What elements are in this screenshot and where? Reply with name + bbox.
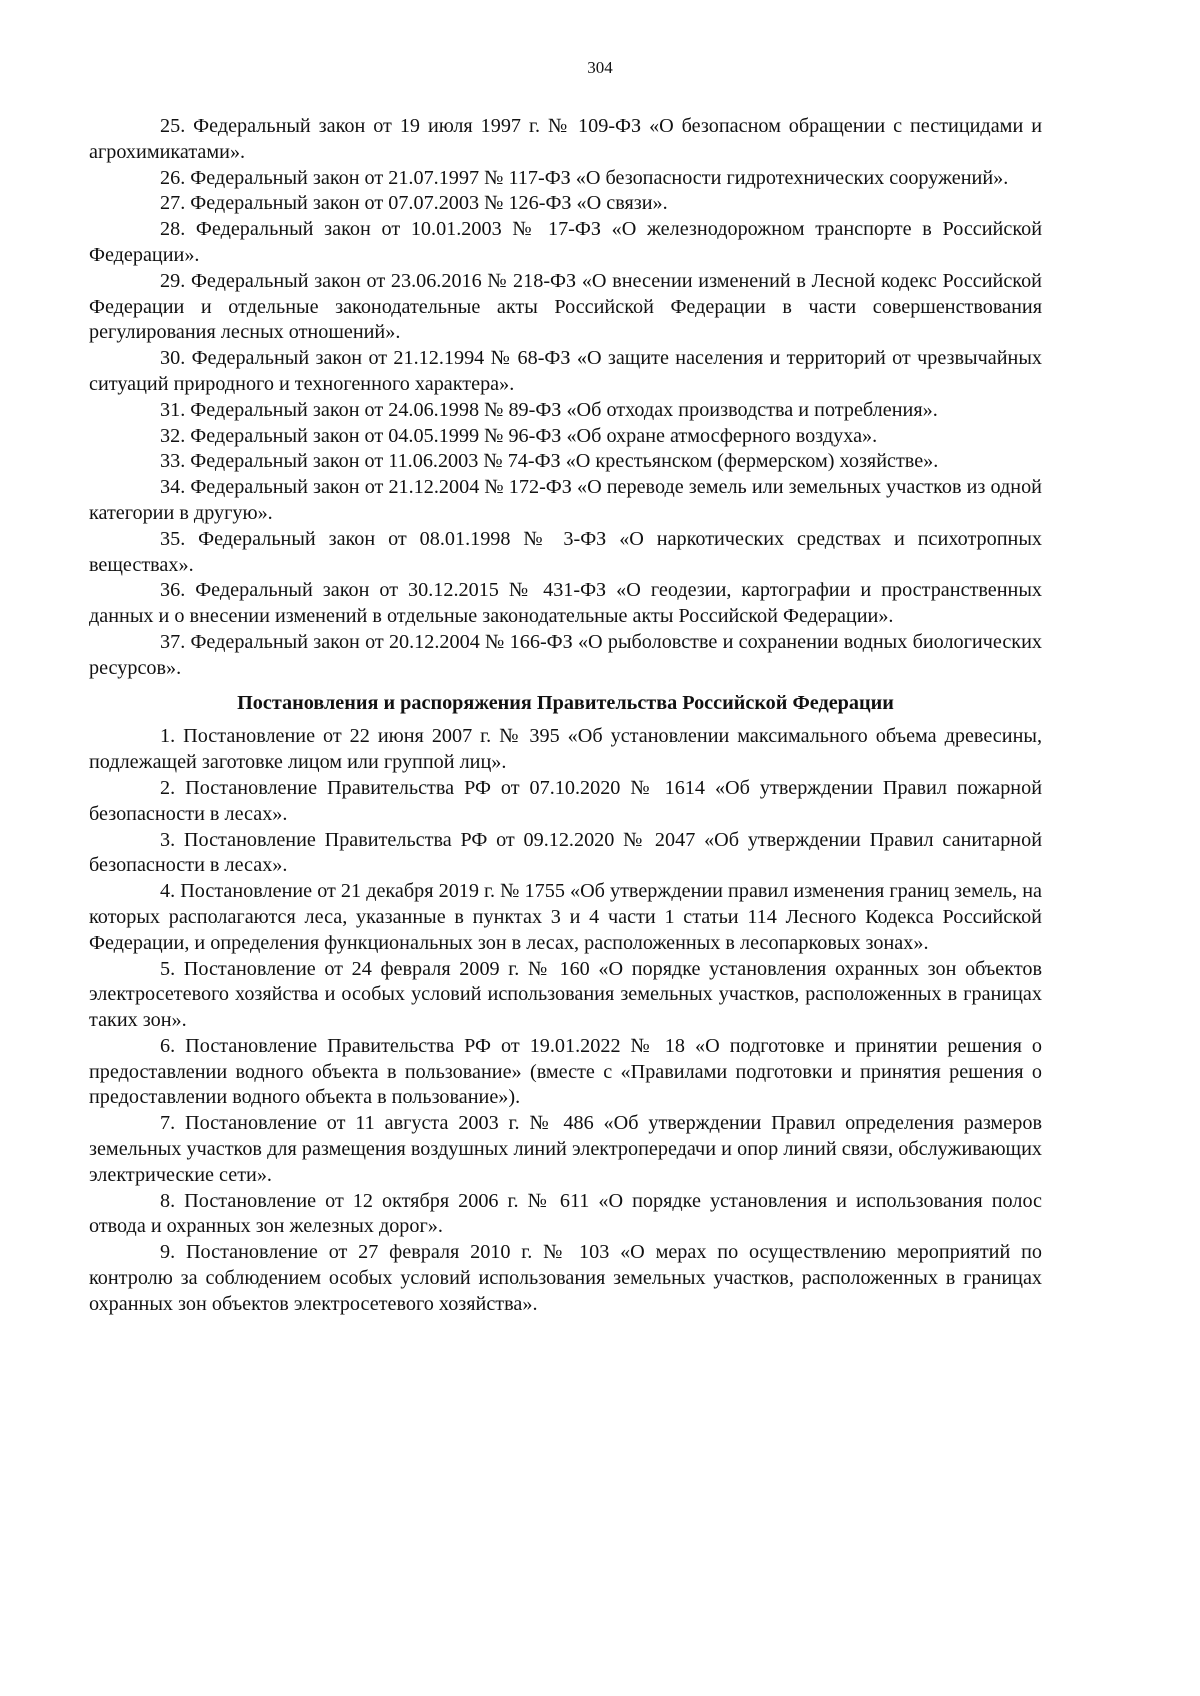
resolution-item-9: 9. Постановление от 27 февраля 2010 г. № 103 «О мерах по осуществлению мероприятий по контролю за соблюдением особых условий использования земельных участков, расположенных в границах охранных зон объектов электросетевого хозяйства». [89,1241,1042,1315]
government-resolutions-list [89,724,1042,1317]
law-item-26: 26. Федеральный закон от 21.07.1997 № 117-ФЗ «О безопасности гидротехнических сооружений». [160,166,1009,189]
law-item-32: 32. Федеральный закон от 04.05.1999 № 96-ФЗ «Об охране атмосферного воздуха». [160,424,878,447]
law-item-30: 30. Федеральный закон от 21.12.1994 № 68-ФЗ «О защите населения и территорий от чрезвычайных ситуаций природного и техногенного характера». [89,347,1042,395]
law-item-28: 28. Федеральный закон от 10.01.2003 № 17-ФЗ «О железнодорожном транспорте в Российской Федерации». [89,218,1042,266]
resolution-item-4: 4. Постановление от 21 декабря 2019 г. № 1755 «Об утверждении правил изменения границ земель, на которых располагаются леса, указанные в пунктах 3 и 4 части 1 статьи 114 Лесного Кодекса Российской Федерации, и определения функциональных зон в лесах, расположенных в лесопарковых зонах». [89,880,1042,954]
document-body [89,114,1042,1318]
resolution-item-5: 5. Постановление от 24 февраля 2009 г. № 160 «О порядке установления охранных зон объектов электросетевого хозяйства и особых условий использования земельных участков, расположенных в границах таких зон». [89,957,1042,1032]
resolution-item-6: 6. Постановление Правительства РФ от 19.01.2022 № 18 «О подготовке и принятии решения о предоставлении водного объекта в пользование» (вместе с «Правилами подготовки и принятия решения о предоставлении водного объекта в пользование»). [89,1034,1042,1109]
resolution-item-3: 3. Постановление Правительства РФ от 09.12.2020 № 2047 «Об утверждении Правил санитарной безопасности в лесах». [89,828,1042,877]
resolution-item-7: 7. Постановление от 11 августа 2003 г. № 486 «Об утверждении Правил определения размеров земельных участков для размещения воздушных линий электропередачи и опор линий связи, обслуживающих электрические сети». [89,1112,1042,1186]
page-number: 304 [587,58,613,77]
federal-laws-list [89,114,1042,682]
law-item-36: 36. Федеральный закон от 30.12.2015 № 431-ФЗ «О геодезии, картографии и пространственных данных и о внесении изменений в отдельные законодательные акты Российской Федерации». [89,579,1042,628]
section-heading: Постановления и распоряжения Правительства Российской Федерации [237,691,894,714]
law-item-29: 29. Федеральный закон от 23.06.2016 № 218-ФЗ «О внесении изменений в Лесной кодекс Российской Федерации и отдельные законодательные акты Российской Федерации в части совершенствования регулирования лесных отношений». [89,269,1042,344]
law-item-31: 31. Федеральный закон от 24.06.1998 № 89-ФЗ «Об отходах производства и потребления». [160,398,938,421]
law-item-35: 35. Федеральный закон от 08.01.1998 № 3-ФЗ «О наркотических средствах и психотропных веществах». [89,527,1042,576]
resolution-item-1: 1. Постановление от 22 июня 2007 г. № 395 «Об установлении максимального объема древесины, подлежащей заготовке лицом или группой лиц». [89,725,1042,774]
law-item-33: 33. Федеральный закон от 11.06.2003 № 74-ФЗ «О крестьянском (фермерском) хозяйстве». [160,450,939,473]
law-item-25: 25. Федеральный закон от 19 июля 1997 г. № 109-ФЗ «О безопасном обращении с пестицидами и агрохимикатами». [89,115,1042,163]
law-item-34: 34. Федеральный закон от 21.12.2004 № 172-ФЗ «О переводе земель или земельных участков из одной категории в другую». [89,476,1042,524]
law-item-37: 37. Федеральный закон от 20.12.2004 № 166-ФЗ «О рыболовстве и сохранении водных биологических ресурсов». [89,630,1042,679]
law-item-27: 27. Федеральный закон от 07.07.2003 № 126-ФЗ «О связи». [160,192,668,215]
resolution-item-2: 2. Постановление Правительства РФ от 07.10.2020 № 1614 «Об утверждении Правил пожарной безопасности в лесах». [89,776,1042,825]
resolution-item-8: 8. Постановление от 12 октября 2006 г. № 611 «О порядке установления и использования полос отвода и охранных зон железных дорог». [89,1189,1042,1238]
